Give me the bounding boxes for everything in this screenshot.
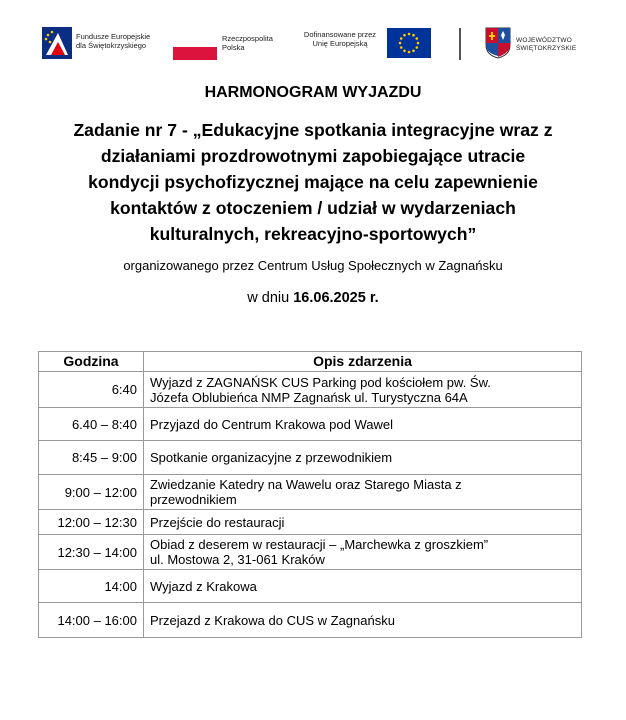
row-description-line: Wyjazd z ZAGNAŃSK CUS Parking pod kościołem pw. Św. <box>150 374 491 390</box>
row-description-line: Zwiedzanie Katedry na Wawelu oraz Starego Miasta z <box>150 477 462 492</box>
page-title: HARMONOGRAM WYJAZDU <box>204 84 422 101</box>
task-line: Zadanie nr 7 - „Edukacyjne spotkania integracyjne wraz z <box>73 120 553 140</box>
european-funds-mark-icon <box>42 27 72 59</box>
row-description-line: Wyjazd z Krakowa <box>150 578 257 594</box>
row-time: 9:00 – 12:00 <box>39 475 144 510</box>
task-line: kondycji psychofizycznej mające na celu zapewnienie <box>88 172 538 192</box>
row-time: 6.40 – 8:40 <box>39 408 144 441</box>
row-description <box>144 475 582 510</box>
row-description <box>144 603 582 638</box>
task-line: kontaktów z otoczeniem / udział w wydarzeniach <box>110 198 516 218</box>
swietokrzyskie-region-logo <box>485 27 595 61</box>
row-description <box>144 570 582 603</box>
row-description-line: Obiad z deserem w restauracji – „Marchewka z groszkiem” <box>150 537 489 552</box>
republic-line1: Rzeczpospolita <box>222 34 273 43</box>
row-description-line: Przyjazd do Centrum Krakowa pod Wawel <box>150 416 394 432</box>
row-description <box>144 535 582 570</box>
event-date: 16.06.2025 r. <box>293 290 379 306</box>
row-description <box>144 408 582 441</box>
logo-bar <box>0 0 626 80</box>
table-header-row <box>39 352 582 372</box>
organizer-line: organizowanego przez Centrum Usług Społecznych w Zagnańsku <box>123 258 503 273</box>
table-row <box>39 475 582 510</box>
row-description-line: Przejście do restauracji <box>150 514 285 530</box>
table-row <box>39 570 582 603</box>
task-line: działaniami prozdrowotnymi zapobiegające utracie <box>100 146 526 166</box>
task-line: kulturalnych, rekreacyjno-sportowych” <box>149 224 477 244</box>
row-description <box>144 441 582 475</box>
row-time: 8:45 – 9:00 <box>39 441 144 475</box>
row-time: 12:00 – 12:30 <box>39 510 144 535</box>
row-description <box>144 372 582 408</box>
row-time: 12:30 – 14:00 <box>39 535 144 570</box>
european-funds-logo <box>42 27 172 61</box>
row-description-line: Spotkanie organizacyjne z przewodnikiem <box>150 450 393 465</box>
table-row <box>39 441 582 475</box>
eu-cofinanced-logo <box>295 26 433 60</box>
eu-line1: Dofinansowane przez <box>303 30 377 39</box>
row-description <box>144 510 582 535</box>
row-time: 6:40 <box>39 372 144 408</box>
column-header-time: Godzina <box>39 352 144 372</box>
event-date-line <box>0 290 626 306</box>
table-row <box>39 535 582 570</box>
european-funds-line2: dla Świętokrzyskiego <box>76 41 147 50</box>
row-time: 14:00 – 16:00 <box>39 603 144 638</box>
task-description <box>40 117 586 247</box>
eu-flag-icon <box>387 28 431 58</box>
row-description-line: przewodnikiem <box>150 492 237 507</box>
table-row <box>39 603 582 638</box>
logo-separator <box>459 28 461 60</box>
row-description-line: Przejazd z Krakowa do CUS w Zagnańsku <box>150 612 395 628</box>
table-row <box>39 372 582 408</box>
region-crest-icon <box>485 27 511 59</box>
republic-of-poland-logo <box>173 34 283 60</box>
schedule-table <box>38 351 582 638</box>
row-time: 14:00 <box>39 570 144 603</box>
row-description-line: Józefa Oblubieńca NMP Zagnańsk ul. Turystyczna 64A <box>150 389 468 405</box>
poland-flag-icon <box>173 34 217 60</box>
table-row <box>39 408 582 441</box>
region-line2: ŚWIĘTOKRZYSKIE <box>516 45 577 52</box>
date-prefix: w dniu <box>247 290 290 306</box>
region-line1: WOJEWÓDZTWO <box>516 37 572 44</box>
row-description-line: ul. Mostowa 2, 31-061 Kraków <box>150 552 325 567</box>
eu-line2: Unię Europejską <box>312 39 368 48</box>
european-funds-line1: Fundusze Europejskie <box>76 32 151 41</box>
column-header-description: Opis zdarzenia <box>144 352 582 372</box>
table-row <box>39 510 582 535</box>
republic-line2: Polska <box>222 43 245 52</box>
